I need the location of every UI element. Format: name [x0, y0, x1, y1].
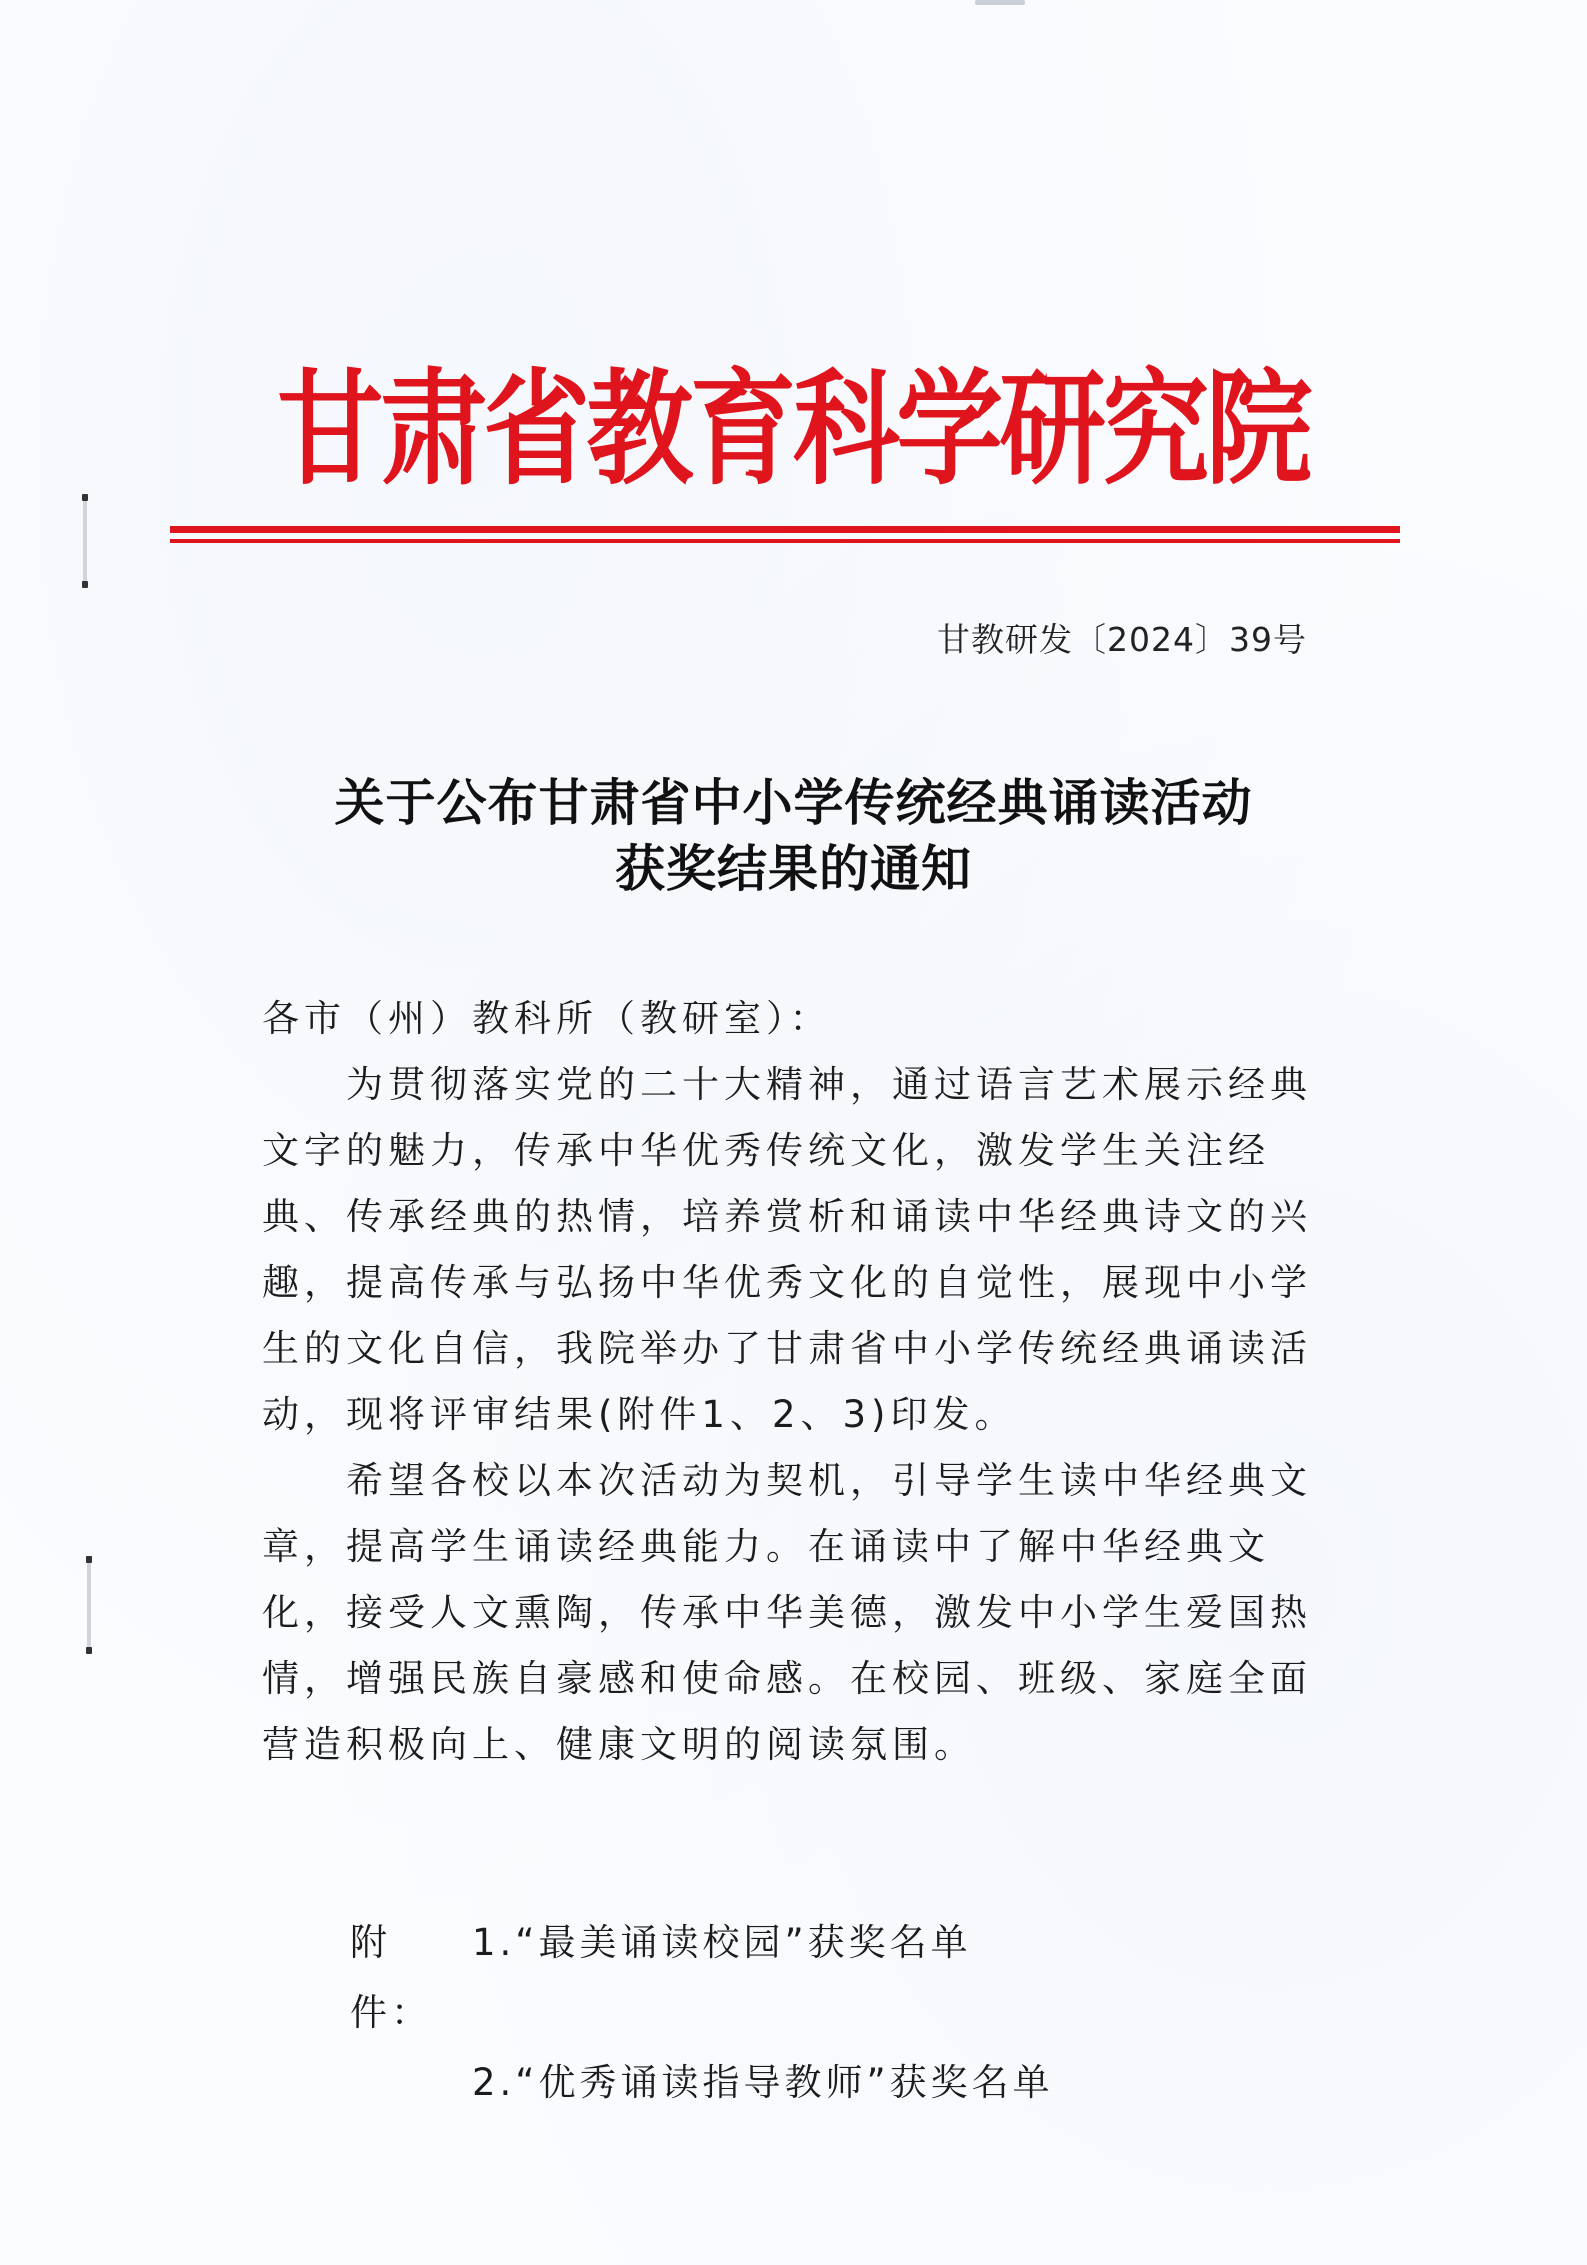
document-title [0, 770, 1587, 902]
title-line-2: 获奖结果的通知 [615, 839, 972, 898]
staple-mark-top [83, 494, 87, 588]
attachment-item-1: 1.“最美诵读校园”获奖名单 [472, 1921, 972, 1964]
attachments-list [350, 1908, 1054, 2118]
body-paragraph-2: 希望各校以本次活动为契机，引导学生读中华经典文章，提高学生诵读经典能力。在诵读中了解中华经典文化，接受人文熏陶，传承中华美德，激发中小学生爱国热情，增强民族自豪感和使命感。在校园、班级、家庭全面营造积极向上、健康文明的阅读氛围。 [262, 1459, 1312, 1766]
attachment-row [350, 2048, 1054, 2118]
salutation: 各市（州）教科所（教研室）： [262, 997, 832, 1040]
organization-masthead: 甘肃省教育科学研究院 [276, 357, 1310, 502]
document-number: 甘教研发〔2024〕39号 [937, 620, 1307, 659]
staple-mark-bottom [87, 1556, 91, 1654]
attachment-row [350, 1908, 1054, 2048]
attachments-label: 附件： [350, 1921, 432, 2034]
masthead-red-rule-thick [170, 526, 1400, 533]
body-paragraph-1: 为贯彻落实党的二十大精神，通过语言艺术展示经典文字的魅力，传承中华优秀传统文化，激发学生关注经典、传承经典的热情，培养赏析和诵读中华经典诗文的兴趣，提高传承与弘扬中华优秀文化的自觉性，展现中小学生的文化自信，我院举办了甘肃省中小学传统经典诵读活动，现将评审结果(附件1、2、3)印发。 [262, 1063, 1312, 1436]
attachment-item-2: 2.“优秀诵读指导教师”获奖名单 [472, 2061, 1054, 2104]
scan-artifact [975, 0, 1025, 5]
title-line-1: 关于公布甘肃省中小学传统经典诵读活动 [334, 773, 1253, 832]
masthead-red-rule-thin [170, 539, 1400, 543]
